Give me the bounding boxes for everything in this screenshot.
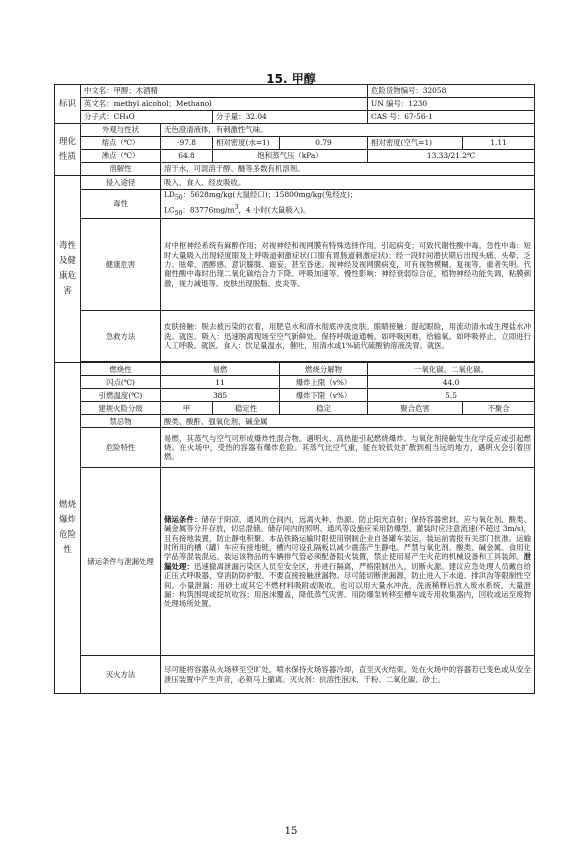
relative-density-water-value: 0.79	[280, 137, 368, 150]
boiling-point-label: 沸点（℃）	[81, 150, 161, 163]
polymerization-label: 聚合危害	[368, 402, 463, 415]
health-hazard-value: 对中枢神经系统有麻醉作用；对视神经和视网膜有特殊选择作用，引起病变；可致代谢性酸中毒。急性中毒：短时大量吸入出现轻度眼及上呼吸道刺激症状(口服有胃肠道刺激症状)；经一段时间潜伏期后出现头痛、头晕、乏力、眩晕、酒醉感、意识朦胧、谵妄，甚至昏迷。视神经及视网膜病变，可有视物模糊、复视等，重者失明。代谢性酸中毒时出现二氧化碳结合力下降、呼吸加速等。慢性影响：神经衰弱综合征，植物神经功能失调，粘膜刺激，视力减退等。皮肤出现脱脂、皮炎等。	[161, 219, 535, 311]
leak-heading: 泄漏处理：	[164, 552, 532, 571]
boiling-point-value: 64.8	[161, 150, 213, 163]
lower-explosion-limit-label: 爆炸下限（v%）	[280, 389, 368, 402]
storage-leak-label: 储运条件与泄漏处理	[81, 468, 161, 656]
incompatible-label: 禁忌物	[81, 415, 161, 428]
hazard-characteristics-value: 易燃，其蒸气与空气可形成爆炸性混合物。遇明火、高热能引起燃烧爆炸。与氧化剂接触发生化学反应或引起燃烧。在火场中，受热的容器有爆炸危险。其蒸气比空气重，能在较低处扩散到相当远的地方，遇明火会引着回燃。	[161, 428, 535, 468]
section-properties: 理化性质	[55, 124, 81, 176]
autoignition-label: 引燃温度(℃)	[81, 389, 161, 402]
lower-explosion-limit-value: 5.5	[368, 389, 535, 402]
section-toxicity: 毒性及健康危害	[55, 176, 81, 363]
flammability-label: 燃烧性	[81, 363, 161, 376]
lc50-line: $LC_{50}$：$83776mg/m^3$，4 小时(大鼠吸入)。	[164, 203, 311, 217]
stability-label: 稳定性	[213, 402, 280, 415]
molecular-formula: 分子式：CH₄O	[81, 111, 213, 124]
un-number: UN 编号：1230	[368, 98, 535, 111]
melting-point-label: 熔点（℃）	[81, 137, 161, 150]
decomposition-label: 燃烧分解物	[280, 363, 368, 376]
polymerization-value: 不聚合	[463, 402, 535, 415]
fire-class-label: 建规火险分级	[81, 402, 161, 415]
vapor-pressure-label: 饱和蒸气压（kPa）	[213, 150, 368, 163]
toxicity-label: 毒性	[81, 190, 161, 219]
autoignition-value: 385	[161, 389, 280, 402]
incompatible-value: 酸类、酸酐、强氧化剂、碱金属	[161, 415, 535, 428]
route-label: 侵入途径	[81, 176, 161, 190]
storage-text: 储存于阴凉、通风的仓间内，远离火种、热源。防止阳光直射；保持容器密封。应与氧化剂、酸类、碱金属等分开存放，切忌混储。储存间内的照明、通风等设施应采用防爆型。灌装时应注意流速(不超过 3m/s)，且有接地装置，防止静电积聚。本品铁路运输时限使用钢制企业自备罐车装运，装运前需报有关部门批准。运输时所用的槽（罐）车应有接地链，槽内可设孔隔板以减少震荡产生静电。严禁与氧化剂、酸类、碱金属、食用化学品等混装混运。装运该物品的车辆排气管必须配备阻火装置，禁止使用易产生火花的机械设备和工具装卸。	[164, 514, 532, 562]
stability-value: 稳定	[280, 402, 368, 415]
appearance-label: 外观与性状	[81, 124, 161, 137]
section-fire-explosion: 燃烧爆炸危险性	[55, 363, 81, 694]
first-aid-label: 急救方法	[81, 311, 161, 362]
flash-point-value: 11	[161, 376, 280, 389]
page-title: 15. 甲醇	[266, 72, 316, 86]
msds-table	[54, 84, 535, 694]
storage-leak-value	[161, 468, 535, 656]
first-aid-value: 皮肤接触：脱去被污染的衣着，用肥皂水和清水彻底冲洗皮肤。眼睛接触：提起眼睑，用流动清水或生理盐水冲洗。就医。吸入：迅速脱离现场至空气新鲜处。保持呼吸道通畅。如呼吸困难，给输氧。如呼吸停止，立即进行人工呼吸。就医。食入：饮足量温水，催吐，用清水或1%硫代硫酸钠溶液洗胃。就医。	[161, 311, 535, 362]
extinguishing-value: 尽可能将容器从火场移至空旷处。喷水保持火场容器冷却，直至灭火结束。处在火场中的容器若已变色或从安全泄压装置中产生声音，必须马上撤离。灭火剂：抗溶性泡沫、干粉、二氧化碳、砂土。	[161, 656, 535, 694]
vapor-pressure-value: 13.33/21.2℃	[368, 150, 535, 163]
relative-density-air-label: 相对密度(空气=1)	[368, 137, 463, 150]
en-name: 英文名：methyl alcohol；Methanol	[81, 98, 368, 111]
flammability-value: 易燃	[161, 363, 280, 376]
melting-point-value: -97.8	[161, 137, 213, 150]
decomposition-value: 一氧化碳、二氧化碳。	[368, 363, 535, 376]
hazard-characteristics-label: 危险特性	[81, 428, 161, 468]
ld50-line: $LD_{50}$：5628mg/kg(大鼠经口)；15800mg/kg(兔经皮)；	[164, 190, 358, 202]
extinguishing-label: 灭火方法	[81, 656, 161, 694]
cas-number: CAS 号：67-56-1	[368, 111, 535, 124]
storage-heading: 储运条件：	[164, 514, 202, 524]
molecular-weight: 分子量：32.04	[213, 111, 368, 124]
health-hazard-label: 健康危害	[81, 219, 161, 311]
page-number: 15	[284, 826, 298, 837]
fire-class-value: 甲	[161, 402, 213, 415]
cn-name: 中文名：甲醇；木酒精	[81, 85, 368, 98]
solubility-value: 溶于水，可混溶于醇、醚等多数有机溶剂。	[161, 163, 535, 176]
relative-density-water-label: 相对密度(水=1)	[213, 137, 280, 150]
section-identification: 标识	[55, 85, 81, 124]
solubility-label: 溶解性	[81, 163, 161, 176]
flash-point-label: 闪点(℃)	[81, 376, 161, 389]
dangerous-goods-number: 危险货物编号：32058	[368, 85, 535, 98]
upper-explosion-limit-value: 44.0	[368, 376, 535, 389]
leak-text: 迅速撤离泄漏污染区人员至安全区，并进行隔离，严格限制出入。切断火源。建议应急处理人员戴自给正压式呼吸器，穿消防防护服。不要直接接触泄漏物。尽可能切断泄漏源，防止进入下水道、排洪沟等限制性空间。小量泄漏：用砂土或其它不燃材料吸附或吸收。也可以用大量水冲洗，洗液稀释后放入废水系统。大量泄漏：构筑围堤或挖坑收容；用泡沫覆盖，降低蒸气灾害。用防爆泵转移至槽车或专用收集器内，回收或运至废物处理场所处置。	[164, 561, 532, 609]
appearance-value: 无色澄清液体，有刺激性气味。	[161, 124, 535, 137]
toxicity-value	[161, 190, 535, 219]
route-value: 吸入、食入、经皮吸收。	[161, 176, 535, 190]
upper-explosion-limit-label: 爆炸上限（v%）	[280, 376, 368, 389]
relative-density-air-value: 1.11	[463, 137, 535, 150]
